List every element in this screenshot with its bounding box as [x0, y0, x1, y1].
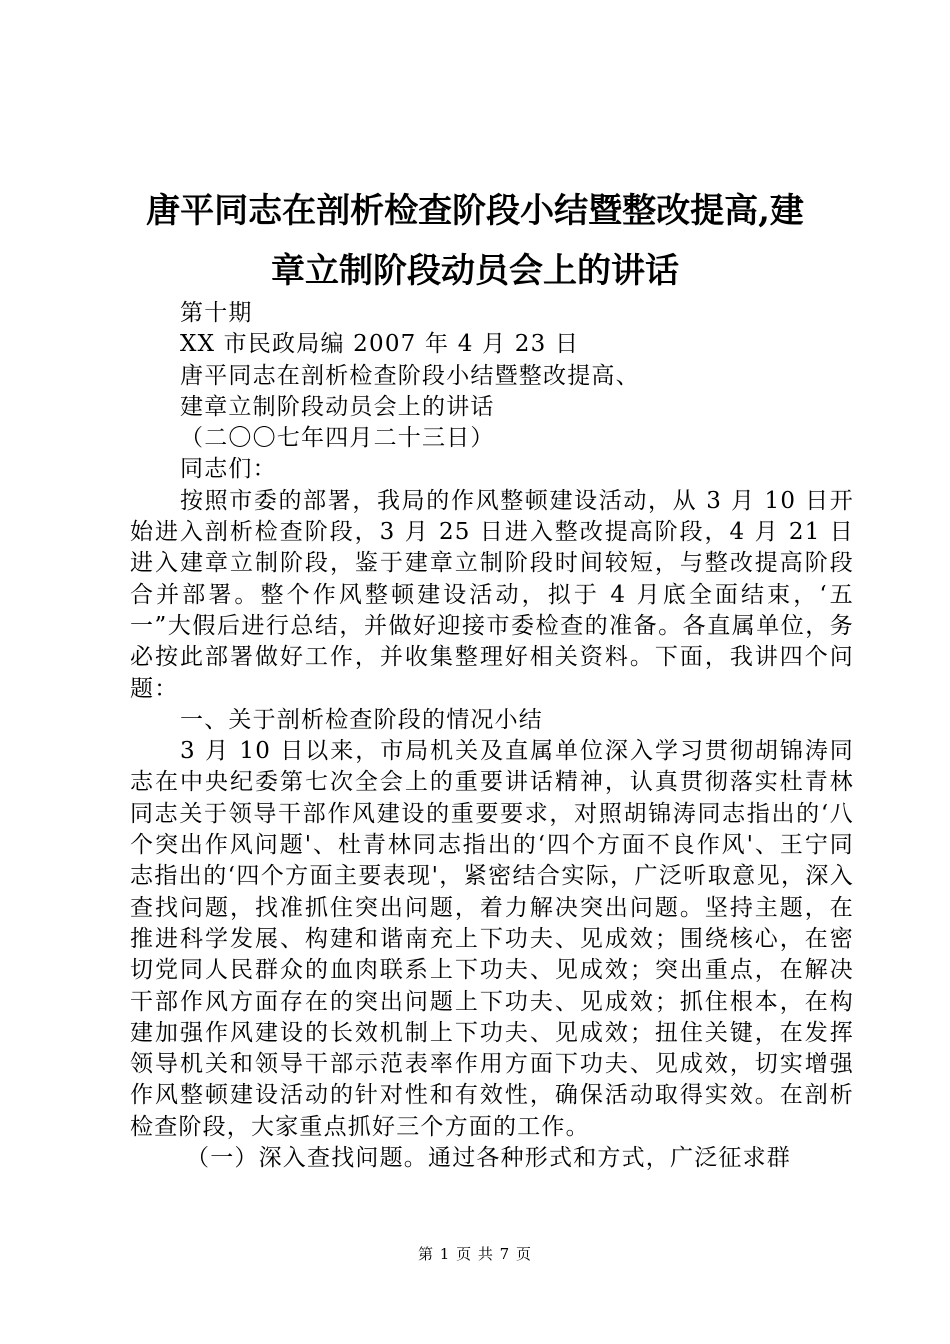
- intro-paragraph: 按照市委的部署，我局的作风整顿建设活动，从 3 月 10 日开始进入剖析检查阶段，3 月 25 日进入整改提高阶段，4 月 21 日进入建章立制阶段，鉴于建章立制阶段时间较短，与整改提高阶段合并部署。整个作风整顿建设活动，拟于 4 月底全面结束，‘五一”大假后进行总结，并做好迎接市委检查的准备。各直属单位，务必按此部署做好工作，并收集整理好相关资料。下面，我讲四个问题：: [130, 487, 854, 702]
- document-title-line2: 章立制阶段动员会上的讲话: [271, 251, 679, 291]
- greeting: 同志们：: [180, 456, 277, 483]
- subtitle-line2: 建章立制阶段动员会上的讲话: [180, 393, 495, 420]
- publisher-date: XX 市民政局编 2007 年 4 月 23 日: [180, 331, 580, 358]
- document-title-line1: 唐平同志在剖析检查阶段小结暨整改提高,建: [146, 191, 804, 231]
- document-body: [130, 298, 854, 1174]
- section1-heading: 一、关于剖析检查阶段的情况小结: [180, 706, 543, 733]
- page-number-label: 第 1 页 共 7 页: [418, 1245, 532, 1263]
- subtitle-line1: 唐平同志在剖析检查阶段小结暨整改提高、: [180, 362, 640, 389]
- speech-date: （二〇〇七年四月二十三日）: [180, 425, 495, 452]
- subsection1-start: （一）深入查找问题。通过各种形式和方式，广泛征求群: [186, 1145, 791, 1172]
- issue-number: 第十期: [180, 300, 253, 326]
- page-footer: [0, 1243, 950, 1264]
- section1-body: 3 月 10 日以来，市局机关及直属单位深入学习贯彻胡锦涛同志在中央纪委第七次全会上的重要讲话精神，认真贯彻落实杜青林同志关于领导干部作风建设的重要要求，对照胡锦涛同志指出的‘八个突出作风问题'、杜青林同志指出的‘四个方面不良作风'、王宁同志指出的‘四个方面主要表现'，紧密结合实际，广泛听取意见，深入查找问题，找准抓住突出问题，着力解决突出问题。坚持主题，在推进科学发展、构建和谐南充上下功夫、见成效；围绕核心，在密切党同人民群众的血肉联系上下功夫、见成效；突出重点，在解决干部作风方面存在的突出问题上下功夫、见成效；抓住根本，在构建加强作风建设的长效机制上下功夫、见成效；扭住关键，在发挥领导机关和领导干部示范表率作用方面下功夫、见成效，切实增强作风整顿建设活动的针对性和有效性，确保活动取得实效。在剖析检查阶段，大家重点抓好三个方面的工作。: [130, 738, 854, 1140]
